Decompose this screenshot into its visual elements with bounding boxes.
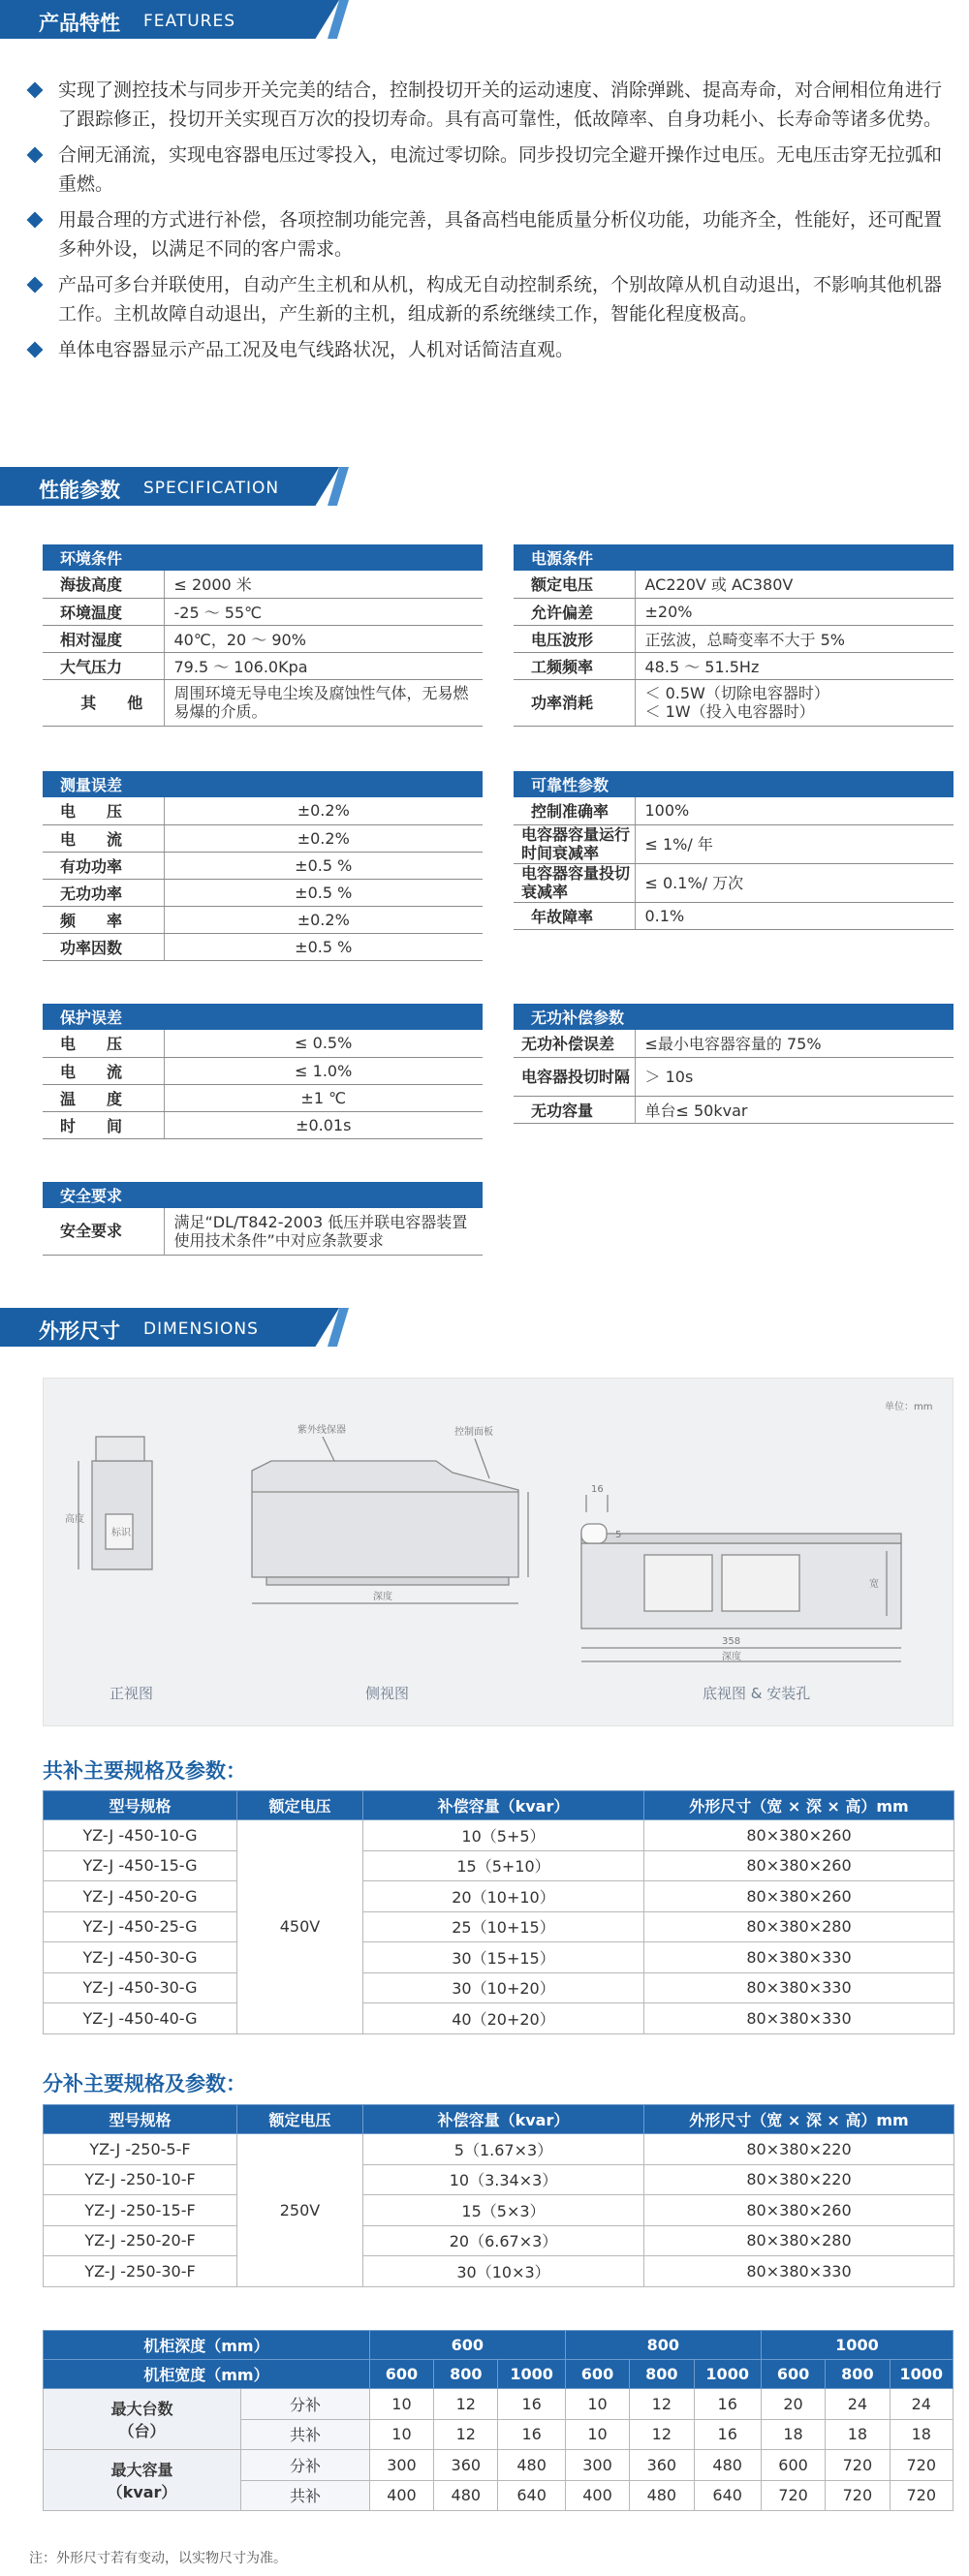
spec-value: ≤ 1%/ 年 (635, 824, 953, 863)
size-cell: 80×380×330 (644, 2003, 954, 2034)
protect-title: 保护误差 (43, 1004, 483, 1030)
dimensions-title-en: DIMENSIONS (143, 1319, 259, 1339)
voltage-cell: 450V (237, 1820, 363, 2034)
spec-value: ≤ 0.1%/ 万次 (635, 863, 953, 902)
sub-label: 分补 (241, 2389, 370, 2420)
value-cell: 12 (630, 2419, 694, 2450)
spec-key: 频 率 (43, 906, 164, 933)
front-view-label: 正视图 (109, 1685, 154, 1702)
spec-value: -25 ～ 55℃ (164, 598, 483, 625)
size-cell: 80×380×280 (644, 2225, 954, 2256)
capacity-cell: 40（20+20） (363, 2003, 644, 2034)
table-row (44, 1942, 954, 1973)
width-header: 600 (369, 2360, 433, 2389)
measure-table (43, 771, 483, 961)
cabinet-table (43, 2330, 953, 2511)
ctrl-label: 控制面板 (454, 1427, 493, 1438)
unit-label: 单位：mm (885, 1402, 933, 1412)
dimensions-banner (0, 1308, 349, 1347)
column-header: 额定电压 (237, 2105, 363, 2134)
cabinet-depth-label: 机柜深度（mm） (44, 2331, 370, 2360)
separate-spec-table (43, 2104, 954, 2287)
footnote: 注：外形尺寸若有变动，以实物尺寸为准。 (29, 2551, 287, 2566)
spec-key: 无功功率 (43, 879, 164, 906)
sub-label: 分补 (241, 2450, 370, 2481)
table-row (44, 1881, 954, 1912)
depth-header: 800 (565, 2331, 761, 2360)
capacity-cell: 20（6.67×3） (363, 2225, 644, 2256)
value-cell: 300 (565, 2450, 629, 2481)
model-cell: YZ-J -450-20-G (44, 1881, 237, 1912)
depth-header: 600 (369, 2331, 565, 2360)
value-cell: 10 (565, 2389, 629, 2420)
dim-16: 16 (591, 1484, 604, 1495)
spec-value: 48.5 ～ 51.5Hz (635, 652, 953, 679)
value-cell: 720 (826, 2450, 890, 2481)
value-cell: 10 (565, 2419, 629, 2450)
spec-key: 海拔高度 (43, 571, 164, 598)
diamond-bullet-icon (27, 277, 44, 294)
spec-key: 年故障率 (514, 902, 635, 929)
model-cell: YZ-J -450-25-G (44, 1911, 237, 1942)
dimension-drawing (43, 1378, 953, 1726)
value-cell: 360 (630, 2450, 694, 2481)
spec-key: 无功补偿误差 (514, 1030, 635, 1057)
safety-table (43, 1182, 483, 1256)
table-row (44, 1911, 954, 1942)
capacity-cell: 10（5+5） (363, 1820, 644, 1851)
value-cell: 16 (498, 2389, 565, 2420)
value-cell: 480 (434, 2480, 498, 2511)
value-cell: 640 (498, 2480, 565, 2511)
capacity-cell: 20（10+10） (363, 1881, 644, 1912)
spec-key: 电 压 (43, 1030, 164, 1057)
spec-key: 无功容量 (514, 1096, 635, 1123)
table-row (44, 2003, 954, 2034)
value-cell: 18 (761, 2419, 825, 2450)
size-cell: 80×380×220 (644, 2134, 954, 2165)
spec-key: 控制准确率 (514, 797, 635, 824)
feature-item: 单体电容器显示产品工况及电气线路状况，人机对话简洁直观。 (29, 335, 954, 364)
capacity-cell: 10（3.34×3） (363, 2164, 644, 2195)
features-title-en: FEATURES (143, 12, 236, 31)
spec-key: 时 间 (43, 1111, 164, 1138)
width-header: 1000 (498, 2360, 565, 2389)
value-cell: 600 (761, 2450, 825, 2481)
size-cell: 80×380×330 (644, 2256, 954, 2287)
model-cell: YZ-J -250-15-F (44, 2195, 237, 2226)
spec-key: 大气压力 (43, 652, 164, 679)
spec-key: 电 流 (43, 824, 164, 852)
spec-key: 其 他 (43, 679, 164, 726)
spec-value: ±0.5 % (164, 852, 483, 879)
spec-key: 有功功率 (43, 852, 164, 879)
power-title: 电源条件 (514, 544, 953, 571)
spec-value: ±0.2% (164, 906, 483, 933)
common-spec-title: 共补主要规格及参数： (43, 1759, 246, 1783)
value-cell: 720 (890, 2450, 953, 2481)
value-cell: 360 (434, 2450, 498, 2481)
spec-key: 电压波形 (514, 625, 635, 652)
table-row (44, 2164, 954, 2195)
depth-header: 1000 (761, 2331, 953, 2360)
cap-label: 紫外线保器 (297, 1425, 346, 1436)
value-cell: 18 (826, 2419, 890, 2450)
spec-value: ≤ 0.5% (164, 1030, 483, 1057)
reactive-table (514, 1004, 953, 1124)
column-header: 型号规格 (44, 1791, 237, 1820)
model-cell: YZ-J -450-30-G (44, 1972, 237, 2003)
specification-banner (0, 467, 349, 506)
column-header: 型号规格 (44, 2105, 237, 2134)
capacity-cell: 30（15+15） (363, 1942, 644, 1973)
safety-title: 安全要求 (43, 1182, 483, 1208)
spec-value: AC220V 或 AC380V (635, 571, 953, 598)
spec-key: 电容器容量运行时间衰减率 (514, 824, 635, 863)
sub-label: 共补 (241, 2480, 370, 2511)
specification-title: 性能参数 (39, 479, 120, 502)
spec-key: 温 度 (43, 1084, 164, 1111)
spec-value: 40℃，20 ～ 90% (164, 625, 483, 652)
size-cell: 80×380×260 (644, 2195, 954, 2226)
capacity-cell: 15（5+10） (363, 1850, 644, 1881)
dim-small: 5 (615, 1530, 622, 1540)
column-header: 补偿容量（kvar） (363, 2105, 644, 2134)
value-cell: 480 (630, 2480, 694, 2511)
spec-value: 正弦波，总畸变率不大于 5% (635, 625, 953, 652)
spec-key: 电 压 (43, 797, 164, 824)
spec-key: 电容器投切时隔 (514, 1057, 635, 1096)
dim-height: 高度 (65, 1514, 84, 1525)
column-header: 额定电压 (237, 1791, 363, 1820)
environment-table (43, 544, 483, 727)
table-row (44, 2225, 954, 2256)
dim-358: 358 (722, 1636, 741, 1647)
spec-key: 功率因数 (43, 933, 164, 960)
spec-value: ±0.01s (164, 1111, 483, 1138)
spec-key: 额定电压 (514, 571, 635, 598)
capacity-cell: 25（10+15） (363, 1911, 644, 1942)
capacity-cell: 15（5×3） (363, 2195, 644, 2226)
spec-value: ±0.2% (164, 797, 483, 824)
value-cell: 10 (369, 2419, 433, 2450)
table-row (44, 1850, 954, 1881)
value-cell: 20 (761, 2389, 825, 2420)
spec-key: 电容器容量投切衰减率 (514, 863, 635, 902)
spec-value: ±1 ℃ (164, 1084, 483, 1111)
table-row (44, 1972, 954, 2003)
value-cell: 16 (694, 2419, 761, 2450)
spec-key: 工频频率 (514, 652, 635, 679)
features-title: 产品特性 (39, 12, 120, 35)
size-cell: 80×380×260 (644, 1850, 954, 1881)
spec-value: ＞ 10s (635, 1057, 953, 1096)
width-header: 1000 (890, 2360, 953, 2389)
width-header: 600 (761, 2360, 825, 2389)
spec-value: ＜ 0.5W（切除电容器时） ＜ 1W（投入电容器时） (635, 679, 953, 726)
model-cell: YZ-J -250-10-F (44, 2164, 237, 2195)
value-cell: 720 (826, 2480, 890, 2511)
model-cell: YZ-J -250-5-F (44, 2134, 237, 2165)
value-cell: 720 (890, 2480, 953, 2511)
column-header: 补偿容量（kvar） (363, 1791, 644, 1820)
capacity-cell: 30（10+20） (363, 1972, 644, 2003)
spec-value: 100% (635, 797, 953, 824)
specification-title-en: SPECIFICATION (143, 479, 280, 498)
size-cell: 80×380×260 (644, 1820, 954, 1851)
spec-value: 0.1% (635, 902, 953, 929)
spec-value: ±0.2% (164, 824, 483, 852)
front-window-label: 标识 (111, 1528, 131, 1538)
dim-w: 宽 (869, 1579, 879, 1590)
width-header: 1000 (694, 2360, 761, 2389)
size-cell: 80×380×220 (644, 2164, 954, 2195)
spec-value: ±0.5 % (164, 933, 483, 960)
common-spec-table (43, 1790, 954, 2034)
sub-label: 共补 (241, 2419, 370, 2450)
column-header: 外形尺寸（宽 × 深 × 高）mm (644, 1791, 954, 1820)
power-table (514, 544, 953, 727)
reliability-title: 可靠性参数 (514, 771, 953, 797)
capacity-cell: 30（10×3） (363, 2256, 644, 2287)
value-cell: 400 (565, 2480, 629, 2511)
model-cell: YZ-J -450-40-G (44, 2003, 237, 2034)
spec-value: ≤ 2000 米 (164, 571, 483, 598)
spec-value: 周围环境无导电尘埃及腐蚀性气体，无易燃易爆的介质。 (164, 679, 483, 726)
value-cell: 400 (369, 2480, 433, 2511)
width-header: 600 (565, 2360, 629, 2389)
spec-value: ≤ 1.0% (164, 1057, 483, 1084)
spec-key: 安全要求 (43, 1208, 164, 1255)
spec-key: 电 流 (43, 1057, 164, 1084)
size-cell: 80×380×280 (644, 1911, 954, 1942)
features-list (29, 76, 954, 371)
max-units-label: 最大台数 （台） (44, 2389, 241, 2450)
spec-value: 79.5 ～ 106.0Kpa (164, 652, 483, 679)
spec-value: ±20% (635, 598, 953, 625)
value-cell: 300 (369, 2450, 433, 2481)
size-cell: 80×380×260 (644, 1881, 954, 1912)
diamond-bullet-icon (27, 147, 44, 164)
bottom-view-label: 底视图 & 安装孔 (703, 1685, 811, 1702)
value-cell: 10 (369, 2389, 433, 2420)
dimensions-title: 外形尺寸 (39, 1319, 120, 1343)
measure-title: 测量误差 (43, 771, 483, 797)
spec-key: 允许偏差 (514, 598, 635, 625)
model-cell: YZ-J -450-15-G (44, 1850, 237, 1881)
value-cell: 480 (498, 2450, 565, 2481)
table-row (44, 1820, 954, 1851)
reactive-title: 无功补偿参数 (514, 1004, 953, 1030)
table-row (44, 2389, 953, 2420)
environment-title: 环境条件 (43, 544, 483, 571)
feature-item: 用最合理的方式进行补偿，各项控制功能完善，具备高档电能质量分析仪功能，功能齐全，性能好，还可配置多种外设，以满足不同的客户需求。 (29, 205, 954, 264)
value-cell: 480 (694, 2450, 761, 2481)
side-view-label: 侧视图 (365, 1685, 410, 1702)
width-header: 800 (826, 2360, 890, 2389)
feature-item: 合闸无涌流，实现电容器电压过零投入，电流过零切除。同步投切完全避开操作过电压。无电压击穿无拉弧和重燃。 (29, 140, 954, 199)
model-cell: YZ-J -250-30-F (44, 2256, 237, 2287)
max-capacity-label: 最大容量 （kvar） (44, 2450, 241, 2511)
protect-table (43, 1004, 483, 1139)
features-banner (0, 0, 349, 39)
value-cell: 720 (761, 2480, 825, 2511)
dim-depth: 深度 (373, 1592, 392, 1602)
spec-value: ±0.5 % (164, 879, 483, 906)
model-cell: YZ-J -250-20-F (44, 2225, 237, 2256)
value-cell: 12 (434, 2419, 498, 2450)
value-cell: 16 (694, 2389, 761, 2420)
size-cell: 80×380×330 (644, 1972, 954, 2003)
feature-item: 实现了测控技术与同步开关完美的结合，控制投切开关的运动速度、消除弹跳、提高寿命，对合闸相位角进行了跟踪修正，投切开关实现百万次的投切寿命。具有高可靠性，低故障率、自身功耗小、长寿命等诸多优势。 (29, 76, 954, 134)
value-cell: 18 (890, 2419, 953, 2450)
feature-item: 产品可多台并联使用，自动产生主机和从机，构成无自动控制系统，个别故障从机自动退出，不影响其他机器工作。主机故障自动退出，产生新的主机，组成新的系统继续工作，智能化程度极高。 (29, 270, 954, 328)
voltage-cell: 250V (237, 2134, 363, 2287)
spec-key: 环境温度 (43, 598, 164, 625)
separate-spec-title: 分补主要规格及参数： (43, 2072, 246, 2095)
table-row (44, 2450, 953, 2481)
spec-key: 功率消耗 (514, 679, 635, 726)
dimension-drawing-svg (44, 1379, 954, 1727)
model-cell: YZ-J -450-10-G (44, 1820, 237, 1851)
width-header: 800 (434, 2360, 498, 2389)
value-cell: 16 (498, 2419, 565, 2450)
column-header: 外形尺寸（宽 × 深 × 高）mm (644, 2105, 954, 2134)
reliability-table (514, 771, 953, 930)
dim-depth2: 深度 (722, 1652, 741, 1662)
cabinet-width-label: 机柜宽度（mm） (44, 2360, 370, 2389)
value-cell: 24 (826, 2389, 890, 2420)
spec-key: 相对湿度 (43, 625, 164, 652)
value-cell: 24 (890, 2389, 953, 2420)
value-cell: 12 (630, 2389, 694, 2420)
spec-value: 满足“DL/T842-2003 低压并联电容器装置使用技术条件”中对应条款要求 (164, 1208, 483, 1255)
value-cell: 640 (694, 2480, 761, 2511)
table-row (44, 2256, 954, 2287)
width-header: 800 (630, 2360, 694, 2389)
size-cell: 80×380×330 (644, 1942, 954, 1973)
table-row (44, 2195, 954, 2226)
diamond-bullet-icon (27, 342, 44, 358)
value-cell: 12 (434, 2389, 498, 2420)
diamond-bullet-icon (27, 82, 44, 99)
spec-value: 单台≤ 50kvar (635, 1096, 953, 1123)
model-cell: YZ-J -450-30-G (44, 1942, 237, 1973)
spec-value: ≤最小电容器容量的 75% (635, 1030, 953, 1057)
capacity-cell: 5（1.67×3） (363, 2134, 644, 2165)
diamond-bullet-icon (27, 212, 44, 229)
table-row (44, 2134, 954, 2165)
